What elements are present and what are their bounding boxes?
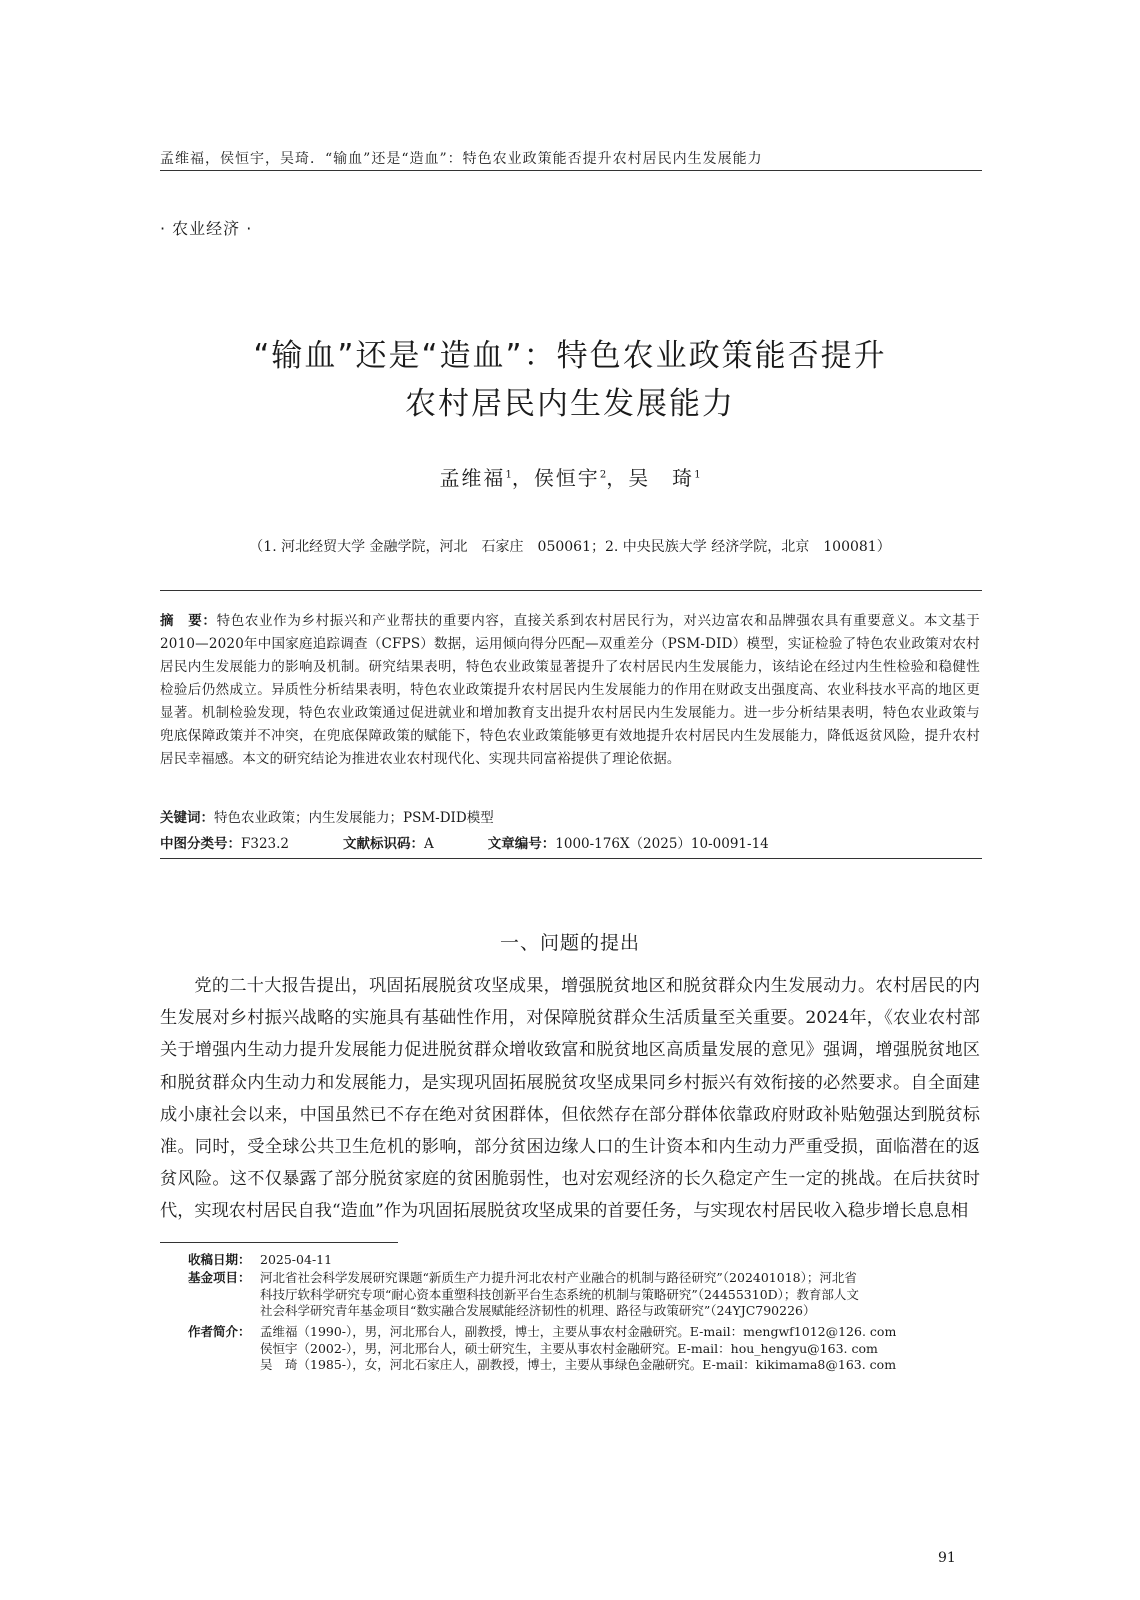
author-bio-line: 吴 琦（1985-），女，河北石家庄人，副教授，博士，主要从事绿色金融研究。E-mail：kikimama8@163. com (260, 1357, 897, 1372)
funding-line: 河北省社会科学发展研究课题“新质生产力提升河北农村产业融合的机制与路径研究”（202401018）；河北省 (260, 1270, 857, 1285)
keywords-text: 特色农业政策；内生发展能力；PSM-DID模型 (214, 810, 494, 826)
section-heading: 一、问题的提出 (499, 932, 640, 954)
author-bio-label: 作者简介： (188, 1324, 251, 1339)
affiliation: （1. 河北经贸大学 金融学院，河北 石家庄 050061；2. 中央民族大学 经济学院，北京 100081） (249, 539, 891, 555)
keywords (160, 806, 980, 826)
body-paragraph: 党的二十大报告提出，巩固拓展脱贫攻坚成果，增强脱贫地区和脱贫群众内生发展动力。农村居民的内生发展对乡村振兴战略的实施具有基础性作用，对保障脱贫群众生活质量至关重要。2024年，《农业农村部关于增强内生动力提升发展能力促进脱贫群众增收致富和脱贫地区高质量发展的意见》强调，增强脱贫地区和脱贫群众内生动力和发展能力，是实现巩固拓展脱贫攻坚成果同乡村振兴有效衔接的必然要求。自全面建成小康社会以来，中国虽然已不存在绝对贫困群体，但依然存在部分群体依靠政府财政补贴勉强达到脱贫标准。同时，受全球公共卫生危机的影响，部分贫困边缘人口的生计资本和内生动力严重受损，面临潜在的返贫风险。这不仅暴露了部分脱贫家庭的贫困脆弱性，也对宏观经济的长久稳定产生一定的挑战。在后扶贫时代，实现农村居民自我“造血”作为巩固拓展脱贫攻坚成果的首要任务，与实现农村居民收入稳步增长息息相 (160, 976, 980, 1222)
article-title-line1: “输血”还是“造血”：特色农业政策能否提升 (253, 338, 887, 374)
section-tag: · 农业经济 · (160, 219, 253, 238)
clc-value: F323.2 (241, 836, 290, 852)
funding-text (260, 1270, 978, 1320)
funding-line: 社会科学研究青年基金项目“数实融合发展赋能经济韧性的机理、路径与政策研究”（24YJC790226） (260, 1303, 816, 1318)
author-name: 吴 琦 (628, 466, 695, 490)
funding-label: 基金项目： (188, 1270, 251, 1285)
author-name: 孟维福 (439, 466, 506, 490)
affiliation-mark: 2 (599, 469, 607, 481)
author-name: 侯恒宇 (533, 466, 600, 490)
author-bio-line: 孟维福（1990-），男，河北邢台人，副教授，博士，主要从事农村金融研究。E-mail：mengwf1012@126. com (260, 1324, 897, 1339)
footnote-received (188, 1252, 978, 1269)
keywords-label: 关键词： (160, 810, 214, 826)
author-separator: ， (606, 466, 629, 490)
author-list (160, 462, 980, 491)
article-number-label: 文章编号： (487, 836, 556, 852)
received-value: 2025-04-11 (260, 1252, 333, 1267)
abstract-top-rule (160, 590, 982, 591)
author-bio-text (260, 1324, 978, 1374)
doc-code-value: A (424, 836, 434, 852)
affiliation-mark: 1 (505, 469, 512, 481)
author-bio-line: 侯恒宇（2002-），男，河北邢台人，硕士研究生，主要从事农村金融研究。E-mail：hou_hengyu@163. com (260, 1340, 878, 1356)
doc-code-label: 文献标识码： (343, 836, 425, 852)
footnote-authors (188, 1324, 978, 1374)
abstract-bottom-rule (160, 858, 982, 859)
header-rule (160, 170, 982, 171)
author-separator: ， (511, 466, 534, 490)
running-head: 孟维福，侯恒宇，吴琦．“输血”还是“造血”：特色农业政策能否提升农村居民内生发展能力 (160, 151, 763, 167)
footnote-rule (160, 1242, 398, 1243)
clc-label: 中图分类号： (160, 836, 241, 852)
article-title-line2: 农村居民内生发展能力 (405, 386, 735, 422)
classification-line (160, 832, 980, 852)
article-number-value: 1000-176X（2025）10-0091-14 (555, 836, 769, 852)
affiliation-mark: 1 (694, 469, 701, 481)
received-label: 收稿日期： (188, 1252, 251, 1267)
funding-line: 科技厅软科学研究专项“耐心资本重塑科技创新平台生态系统的机制与策略研究”（24455310D）；教育部人文 (260, 1286, 859, 1302)
footnote-funding (188, 1270, 978, 1320)
abstract (160, 610, 980, 771)
abstract-label: 摘 要： (160, 613, 217, 629)
abstract-text: 特色农业作为乡村振兴和产业帮扶的重要内容，直接关系到农村居民行为，对兴边富农和品牌强农具有重要意义。本文基于2010—2020年中国家庭追踪调查（CFPS）数据，运用倾向得分匹配—双重差分（PSM-DID）模型，实证检验了特色农业政策对农村居民内生发展能力的影响及机制。研究结果表明，特色农业政策显著提升了农村居民内生发展能力，该结论在经过内生性检验和稳健性检验后仍然成立。异质性分析结果表明，特色农业政策提升农村居民内生发展能力的作用在财政支出强度高、农业科技水平高的地区更显著。机制检验发现，特色农业政策通过促进就业和增加教育支出提升农村居民内生发展能力。进一步分析结果表明，特色农业政策与兜底保障政策并不冲突，在兜底保障政策的赋能下，特色农业政策能够更有效地提升农村居民内生发展能力，降低返贫风险，提升农村居民幸福感。本文的研究结论为推进农业农村现代化、实现共同富裕提供了理论依据。 (160, 613, 980, 767)
page-number: 91 (938, 1550, 956, 1566)
